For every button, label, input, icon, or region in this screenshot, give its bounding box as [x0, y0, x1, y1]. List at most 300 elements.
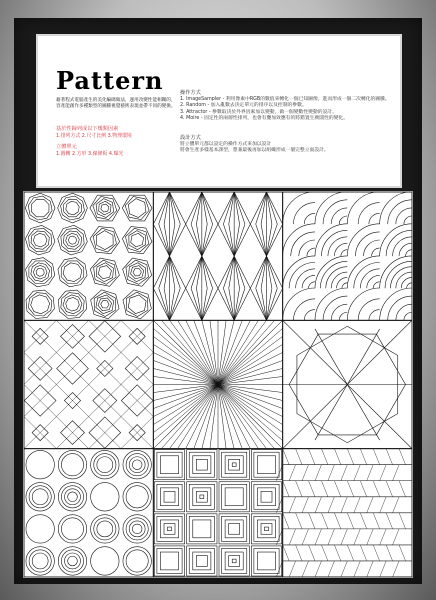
arc-motif [293, 203, 315, 225]
square-motif [229, 524, 240, 535]
circle-motif [68, 492, 78, 502]
ray-line [218, 368, 283, 384]
right-section1-title: 操作方式 [180, 90, 201, 96]
polygon-motif [101, 301, 109, 308]
hatch-line [367, 497, 373, 513]
square-motif [219, 482, 249, 512]
hatch-line [393, 497, 399, 513]
arc-motif [388, 200, 412, 224]
ray-line [153, 385, 218, 401]
ray-line [202, 320, 218, 384]
arc-motif [388, 296, 412, 320]
polygon-motif [66, 297, 80, 311]
square-motif [193, 488, 211, 506]
arc-motif [355, 232, 379, 256]
ray-line [218, 320, 275, 384]
circle-motif [26, 483, 54, 511]
arc-motif [307, 248, 315, 256]
ray-line [194, 320, 218, 384]
hatch-line [283, 449, 289, 465]
arc-motif [283, 256, 315, 288]
right-section2-title: 設計方式 [180, 135, 201, 141]
arc-motif [380, 256, 412, 288]
hatch-line [328, 465, 334, 481]
hatch-line [309, 545, 315, 561]
hatch-line [315, 497, 321, 513]
right-section1-list [180, 97, 395, 122]
square-motif [225, 520, 243, 538]
ray-line [202, 385, 218, 449]
ray-line [218, 385, 250, 449]
arc-motif [326, 267, 348, 289]
arc-motif [396, 304, 412, 320]
ray-line [218, 385, 242, 449]
circle-motif [26, 515, 54, 543]
circle-motif [32, 553, 48, 569]
star-spoke [347, 329, 379, 385]
square-motif [257, 552, 275, 570]
hatch-line [373, 513, 379, 529]
hatch-line [399, 481, 405, 497]
fan-line [234, 288, 245, 320]
hatch-line [334, 481, 340, 497]
fan-line [191, 224, 202, 256]
ray-line [218, 320, 226, 384]
circle-motif [91, 515, 119, 543]
hatch-line [354, 465, 360, 481]
hatch-line [393, 465, 399, 481]
hatch-line [380, 497, 386, 513]
fan-line [223, 192, 234, 224]
fan-line [256, 256, 267, 288]
hatch-line [393, 561, 399, 577]
fan-line [170, 256, 181, 288]
ray-line [210, 385, 218, 449]
polygon-motif [94, 260, 116, 284]
polygon-motif [90, 258, 119, 286]
polygon-motif [131, 233, 144, 246]
fan-line [223, 224, 234, 256]
square-motif [154, 482, 184, 512]
arc-motif [315, 224, 347, 256]
square-motif [160, 552, 178, 570]
arc-motif [339, 312, 347, 320]
star-spoke [315, 329, 347, 385]
arc-motif [323, 296, 347, 320]
hatch-line [334, 545, 340, 561]
square-motif [251, 514, 281, 544]
circle-motif [97, 521, 113, 537]
polygon-motif [29, 228, 52, 251]
fan-line [256, 192, 267, 224]
polygon-motif [25, 193, 55, 223]
arc-motif [321, 230, 347, 256]
arc-motif [372, 248, 380, 256]
fan-line [234, 224, 245, 256]
hatch-line [283, 513, 289, 529]
polygon-motif [61, 293, 84, 316]
arc-motif [323, 200, 347, 224]
polygon-motif [33, 265, 47, 279]
polygon-motif [31, 295, 50, 314]
hatch-line [360, 545, 366, 561]
ray-line [153, 385, 218, 433]
circle-motif [126, 486, 148, 508]
hatch-line [283, 545, 289, 561]
pattern-block [153, 449, 282, 577]
header-panel [38, 36, 400, 186]
arc-motif [380, 192, 412, 224]
arc-motif [390, 267, 412, 289]
circle-motif [132, 524, 142, 534]
circle-motif [129, 521, 145, 537]
circle-motif [126, 550, 148, 572]
ray-line [153, 344, 218, 384]
square-motif [193, 456, 211, 474]
square-motif [154, 450, 184, 480]
polygon-motif [61, 196, 85, 220]
ray-line [218, 385, 283, 449]
ray-line [218, 385, 275, 449]
circle-motif [97, 457, 113, 473]
fan-line [159, 288, 170, 320]
square-motif [154, 546, 184, 576]
square-motif [225, 488, 243, 506]
ray-line [153, 385, 218, 417]
fan-line [170, 192, 181, 224]
square-motif [225, 552, 243, 570]
square-motif [257, 456, 275, 474]
ray-line [218, 385, 267, 449]
hatch-line [328, 529, 334, 545]
hatch-line [347, 449, 353, 465]
fan-line [191, 192, 202, 224]
arc-motif [406, 250, 412, 256]
pattern-grid [24, 192, 412, 577]
hatch-line [321, 513, 327, 529]
polygon-motif [98, 266, 111, 279]
arc-motif [373, 282, 379, 288]
square-motif [251, 482, 281, 512]
hatch-line [321, 545, 327, 561]
hatch-line [289, 465, 295, 481]
square-motif [160, 488, 178, 506]
ray-line [218, 376, 283, 384]
square-motif [251, 450, 281, 480]
polygon-motif [33, 233, 47, 247]
circle-motif [58, 483, 86, 511]
hatch-line [289, 561, 295, 577]
circle-motif [91, 483, 119, 511]
hatch-line [315, 465, 321, 481]
fan-line [256, 224, 267, 256]
arc-motif [404, 216, 412, 224]
hatch-line [328, 561, 334, 577]
square-motif [265, 527, 269, 531]
hatch-line [334, 513, 340, 529]
square-motif [196, 556, 207, 567]
hatch-line [302, 465, 308, 481]
ray-line [218, 328, 283, 384]
hatch-line [341, 529, 347, 545]
polygon-motif [123, 258, 152, 286]
fan-line [202, 288, 213, 320]
arc-motif [283, 192, 315, 224]
arc-motif [393, 237, 412, 256]
ray-line [210, 320, 218, 384]
list-item: 1. ImageSampler - 利用像素中RGB的數值來轉化一個已知圖像，進而形成一個二次轉化的圖騰。 [180, 97, 390, 102]
circle-motif [32, 489, 48, 505]
hatch-line [341, 497, 347, 513]
hatch-line [296, 481, 302, 497]
polygon-motif [128, 295, 146, 314]
arc-motif [404, 312, 412, 320]
arc-motif [315, 256, 347, 288]
fan-line [159, 224, 170, 256]
square-motif [219, 546, 249, 576]
circle-motif [58, 547, 86, 575]
ray-line [178, 320, 218, 384]
list-item: 3. Attractor - 參數取決於外界因素加以變動，做一個變數性變動的設計。 [180, 109, 337, 115]
polygon-motif [68, 236, 76, 244]
circle-motif [123, 547, 151, 575]
ray-line [153, 385, 218, 449]
fan-line [170, 288, 181, 320]
square-motif [187, 514, 217, 544]
hatch-line [373, 545, 379, 561]
hatch-line [289, 529, 295, 545]
polygon-motif [31, 199, 49, 217]
circle-motif [123, 483, 151, 511]
polygon-motif [26, 258, 55, 287]
polygon-motif [96, 231, 113, 250]
hatch-line [373, 449, 379, 465]
list-item: 2. Random - 加入亂數去決定單元的排序以及控制的參數。 [180, 103, 307, 109]
arc-motif [341, 250, 347, 256]
ray-line [218, 385, 283, 433]
arc-motif [315, 288, 347, 320]
arc-motif [358, 203, 380, 225]
arc-motif [364, 240, 380, 256]
arc-motif [358, 299, 380, 321]
ray-line [218, 320, 258, 384]
hatch-line [347, 481, 353, 497]
ray-line [186, 320, 218, 384]
polygon-motif [61, 228, 84, 251]
arc-motif [304, 213, 315, 224]
ray-line [218, 320, 250, 384]
ray-line [153, 320, 218, 384]
square-motif [200, 495, 204, 499]
arc-motif [369, 213, 380, 224]
ray-line [153, 368, 218, 384]
polygon-motif [28, 293, 51, 316]
square-motif [168, 527, 172, 531]
polygon-motif [131, 266, 144, 279]
square-motif [229, 459, 240, 470]
star-spoke [315, 385, 347, 441]
square-motif [160, 456, 178, 474]
star-spoke [347, 385, 379, 441]
hatch-line [360, 513, 366, 529]
left-section1-title: 基於性歸列成以下幾類因素 [56, 126, 119, 132]
ray-line [153, 385, 218, 425]
arc-motif [291, 232, 315, 256]
square-motif [187, 546, 217, 576]
fan-line [159, 256, 170, 288]
polygon-motif [58, 290, 86, 318]
square-motif [196, 459, 207, 470]
circle-motif [123, 515, 151, 543]
circle-motif [26, 450, 54, 478]
ray-line [153, 352, 218, 384]
ray-line [218, 385, 234, 449]
hatch-line [309, 481, 315, 497]
ray-line [153, 385, 218, 441]
circle-motif [123, 450, 151, 478]
hatch-line [354, 529, 360, 545]
arc-motif [360, 269, 379, 288]
hatch-line [393, 529, 399, 545]
intro-line: 藉著程式電腦產生的美化編碼做法，運用改變性能相關的， [56, 98, 176, 103]
ray-line [218, 385, 283, 417]
pattern-block [24, 192, 153, 320]
hatch-line [347, 513, 353, 529]
ray-line [153, 360, 218, 384]
hatch-line [386, 545, 392, 561]
square-motif [232, 559, 236, 563]
hatch-line [399, 545, 405, 561]
ray-line [170, 385, 219, 449]
fan-line [202, 224, 213, 256]
ray-line [153, 385, 218, 393]
list-item: 4. Moire - 固定性的兩層性排列，也會有疊加效應有的將錯置生廣闊性的變化。 [180, 115, 349, 121]
square-motif [257, 488, 275, 506]
fan-line [267, 288, 278, 320]
arc-motif [289, 262, 315, 288]
arc-motif [354, 262, 380, 288]
ray-line [218, 385, 283, 425]
fan-line [234, 256, 245, 288]
fan-line [256, 288, 267, 320]
arc-motif [369, 310, 380, 321]
hatch-line [321, 481, 327, 497]
square-motif [164, 491, 175, 502]
arc-motif [380, 288, 412, 320]
square-motif [196, 491, 207, 502]
square-motif [251, 546, 281, 576]
square-motif [187, 450, 217, 480]
square-motif [219, 514, 249, 544]
hatch-line [341, 465, 347, 481]
hatch-line [380, 561, 386, 577]
arc-motif [380, 224, 412, 256]
ray-line [218, 385, 226, 449]
polygon-motif [99, 201, 111, 215]
arc-motif [328, 237, 347, 256]
polygon-motif [58, 193, 88, 223]
hatch-line [296, 449, 302, 465]
hatch-line [367, 561, 373, 577]
hatch-line [360, 449, 366, 465]
hatch-line [334, 449, 340, 465]
hatch-line [354, 497, 360, 513]
ray-line [153, 328, 218, 384]
polygon-motif [25, 225, 55, 255]
polygon-motif [66, 233, 80, 247]
circle-motif [68, 556, 78, 566]
polygon-motif [133, 269, 141, 276]
square-motif [187, 482, 217, 512]
ray-line [153, 385, 218, 409]
circle-motif [61, 518, 83, 540]
polygon-motif [123, 290, 151, 319]
hatch-line [373, 481, 379, 497]
hatch-line [386, 449, 392, 465]
polygon-motif [66, 201, 79, 214]
hatch-line [341, 561, 347, 577]
left-section2-body: 1.圓轉 2.方形 3.線條板 4.曝光 [56, 151, 124, 157]
square-motif [261, 491, 272, 502]
ray-line [218, 320, 283, 384]
hatch-line [321, 449, 327, 465]
right-section2-body: 將立體單元都以設定的操作方式來加以設計 將會生產多樣基本課型，想兼最後再加以組織形成一個完整立面設計。 [180, 142, 329, 154]
ray-line [170, 320, 219, 384]
arc-motif [309, 282, 315, 288]
ray-line [218, 320, 267, 384]
polygon-motif [63, 263, 82, 282]
polygon-motif [36, 268, 44, 276]
intro-line: 容產能創作多種類型的圖騰視覺藝術表現並帶不同的變換。 [56, 104, 176, 110]
fan-line [267, 224, 278, 256]
polygon-motif [26, 290, 54, 318]
arc-motif [347, 192, 379, 224]
fan-line [223, 288, 234, 320]
hatch-line [399, 513, 405, 529]
ray-line [178, 385, 218, 449]
circle-motif [132, 460, 142, 470]
ray-line [218, 385, 283, 401]
arc-motif [342, 283, 347, 288]
polygon-motif [101, 204, 109, 212]
arc-motif [396, 208, 412, 224]
ray-line [161, 385, 218, 449]
hatch-line [386, 481, 392, 497]
arc-motif [386, 230, 412, 256]
hatch-line [302, 497, 308, 513]
arc-motif [331, 272, 347, 288]
square-motif [154, 514, 184, 544]
hatch-line [315, 529, 321, 545]
hatch-line [309, 449, 315, 465]
polygon-motif [126, 260, 148, 284]
polygon-motif [29, 261, 52, 284]
square-motif [193, 552, 211, 570]
hatch-line [367, 529, 373, 545]
polygon-motif [91, 290, 119, 319]
arc-motif [299, 240, 315, 256]
arc-motif [331, 304, 347, 320]
pattern-canvas [24, 192, 412, 577]
fan-line [159, 192, 170, 224]
hatch-line [289, 497, 295, 513]
arc-motif [331, 208, 347, 224]
ray-line [218, 385, 283, 393]
ray-line [218, 336, 283, 384]
fan-line [191, 256, 202, 288]
ray-line [218, 320, 242, 384]
arc-motif [315, 192, 347, 224]
